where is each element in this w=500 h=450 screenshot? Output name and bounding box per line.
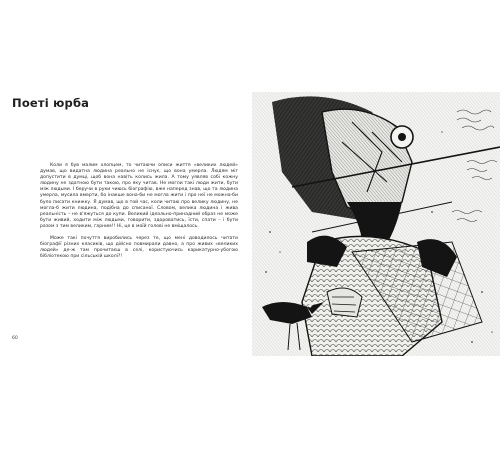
chapter-title: Поеті юрба (12, 96, 90, 110)
paragraph-1: Коли я був малим хлопцем, то читаючи описи життя «великих людей» думав, що видатна людина реально не існує, що вона умерла. Людям міг допустити в думці, щоб вона навіть колись жила. А тому уявляв собі кожну людину не здатною бути такою, про яку читав. Не могли такі люди жити, бути між людьми. І беручи в руки чиюсь біографію, вже наперед знав, що та людина умерла, мусила вмерти, бо інакше вона-би не могла жити і про неї не можна-би було писати книжку. Я думав, що в той час, коли читаю про велику людину, не могла-б жити людина, подібна до списаної. Словом, велика людина і жива реальність – не в'яжуться до купи. Великий ідеально-принадний образ не може бути живий, ходити між людьми, говорити, здороватись, їсти, спати – і бути разом з тим великим, гарним!! Ні, це в моїй голові не вміщалось. (40, 163, 238, 229)
paragraph-2: Може такі почуття виробились через те, що мені доводилось читати біографії різних класиків, що дійсно повмирали давно, а про живих «великих людей» де-ж там прочитаєш в селі, користуючись карикатурно-убогою бібліотекою при сільській школі?! (40, 236, 238, 260)
body-text (40, 163, 238, 266)
knight-engraving-illustration-icon (252, 92, 500, 356)
right-page (252, 92, 500, 356)
page-number: 60 (12, 336, 18, 341)
